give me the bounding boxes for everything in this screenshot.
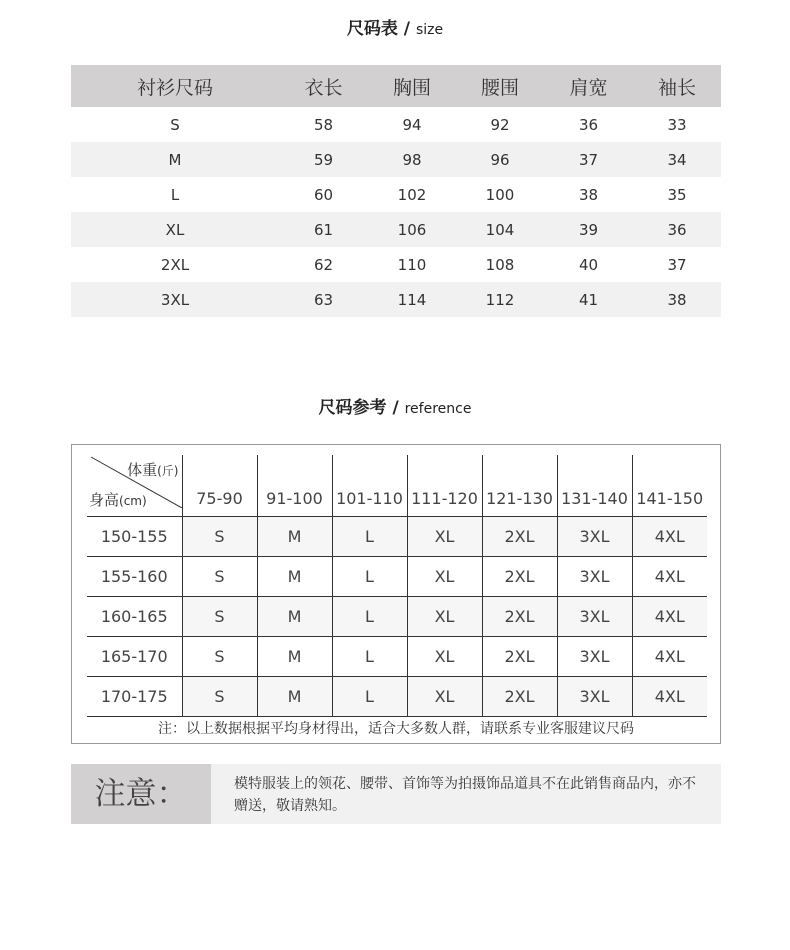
size-cell: 35: [667, 185, 687, 204]
reference-note: 注：以上数据根据平均身材得出，适合大多数人群，请联系专业客服建议尺码: [158, 721, 634, 737]
reference-title: [0, 393, 790, 418]
corner-height-label: 身高(cm): [89, 491, 147, 509]
notice-box: [71, 764, 721, 824]
corner-weight-label: 体重(斤): [127, 461, 179, 479]
size-cell: 108: [485, 255, 515, 274]
header-shirt-size: 衬衫尺码: [71, 65, 279, 107]
recommended-size-cell: M: [257, 677, 332, 717]
size-cell: 58: [313, 115, 334, 134]
notice-label: 注意：: [71, 764, 211, 824]
recommended-size-cell: 3XL: [557, 517, 632, 557]
weight-range-header: 75-90: [182, 455, 257, 517]
size-cell: 110: [397, 255, 427, 274]
height-range-cell: 160-165: [87, 597, 182, 637]
recommended-size-cell: 4XL: [632, 557, 707, 597]
size-cell: 112: [456, 282, 544, 317]
size-cell: 33: [667, 115, 687, 134]
header-chest: 胸围: [368, 65, 456, 107]
size-title-cn: 尺码表 /: [346, 19, 411, 39]
size-cell: 39: [544, 212, 633, 247]
size-cell: 38: [578, 185, 599, 204]
reference-row: [87, 637, 707, 677]
height-range-cell: 155-160: [87, 557, 182, 597]
height-range-cell: 165-170: [87, 637, 182, 677]
size-row: [71, 282, 721, 317]
size-cell: 100: [485, 185, 515, 204]
size-cell: 63: [279, 282, 368, 317]
recommended-size-cell: XL: [407, 517, 482, 557]
recommended-size-cell: 2XL: [482, 597, 557, 637]
size-row: [71, 247, 721, 282]
reference-title-en: reference: [404, 401, 472, 417]
weight-range-header: 121-130: [482, 455, 557, 517]
size-table-header: [71, 65, 721, 107]
size-cell: 104: [456, 212, 544, 247]
size-row: [71, 177, 721, 212]
size-cell: 102: [397, 185, 427, 204]
size-cell: 59: [279, 142, 368, 177]
recommended-size-cell: 2XL: [482, 677, 557, 717]
recommended-size-cell: S: [182, 517, 257, 557]
size-title-en: size: [415, 22, 444, 38]
recommended-size-cell: XL: [407, 677, 482, 717]
recommended-size-cell: 4XL: [632, 517, 707, 557]
size-cell: 37: [667, 255, 687, 274]
recommended-size-cell: S: [182, 557, 257, 597]
size-cell: 114: [368, 282, 456, 317]
recommended-size-cell: L: [332, 517, 407, 557]
recommended-size-cell: L: [332, 597, 407, 637]
recommended-size-cell: 2XL: [482, 557, 557, 597]
size-cell: 92: [490, 115, 510, 134]
recommended-size-cell: M: [257, 557, 332, 597]
recommended-size-cell: 4XL: [632, 637, 707, 677]
weight-range-header: 91-100: [257, 455, 332, 517]
recommended-size-cell: 3XL: [557, 597, 632, 637]
size-table: [71, 65, 721, 317]
notice-text: 模特服装上的领花、腰带、首饰等为拍摄饰品道具不在此销售商品内，亦不赠送，敬请熟知。: [234, 776, 696, 814]
recommended-size-cell: 4XL: [632, 677, 707, 717]
size-cell: 96: [456, 142, 544, 177]
recommended-size-cell: L: [332, 637, 407, 677]
recommended-size-cell: XL: [407, 557, 482, 597]
size-cell: 40: [578, 255, 599, 274]
recommended-size-cell: S: [182, 597, 257, 637]
header-waist: 腰围: [456, 65, 544, 107]
recommended-size-cell: S: [182, 637, 257, 677]
size-table-title: [0, 14, 790, 39]
size-cell: 60: [313, 185, 334, 204]
recommended-size-cell: XL: [407, 597, 482, 637]
size-cell: 36: [633, 212, 721, 247]
size-cell: 2XL: [160, 255, 190, 274]
size-cell: 37: [544, 142, 633, 177]
reference-table: [87, 455, 707, 717]
recommended-size-cell: 2XL: [482, 517, 557, 557]
header-shoulder: 肩宽: [544, 65, 633, 107]
size-cell: 41: [544, 282, 633, 317]
recommended-size-cell: 3XL: [557, 557, 632, 597]
weight-range-header: 131-140: [557, 455, 632, 517]
weight-range-header: 141-150: [632, 455, 707, 517]
weight-range-header: 101-110: [332, 455, 407, 517]
reference-title-cn: 尺码参考 /: [318, 398, 399, 418]
size-row: [71, 107, 721, 142]
recommended-size-cell: 4XL: [632, 597, 707, 637]
recommended-size-cell: XL: [407, 637, 482, 677]
size-cell: 106: [368, 212, 456, 247]
size-row: [71, 142, 721, 177]
size-cell: 34: [633, 142, 721, 177]
reference-row: [87, 677, 707, 717]
size-cell: 62: [313, 255, 334, 274]
size-cell: L: [170, 185, 180, 204]
corner-cell: [87, 455, 182, 517]
weight-range-header: 111-120: [407, 455, 482, 517]
height-range-cell: 170-175: [87, 677, 182, 717]
recommended-size-cell: L: [332, 557, 407, 597]
recommended-size-cell: 3XL: [557, 637, 632, 677]
recommended-size-cell: M: [257, 637, 332, 677]
size-cell: S: [170, 115, 180, 134]
size-cell: 98: [368, 142, 456, 177]
size-cell: 94: [402, 115, 422, 134]
reference-row: [87, 597, 707, 637]
size-cell: XL: [71, 212, 279, 247]
reference-header-row: [87, 455, 707, 517]
recommended-size-cell: S: [182, 677, 257, 717]
size-cell: M: [71, 142, 279, 177]
recommended-size-cell: M: [257, 517, 332, 557]
reference-row: [87, 557, 707, 597]
size-cell: 38: [633, 282, 721, 317]
header-sleeve: 袖长: [633, 65, 721, 107]
header-length: 衣长: [279, 65, 368, 107]
size-cell: 61: [279, 212, 368, 247]
recommended-size-cell: 2XL: [482, 637, 557, 677]
height-range-cell: 150-155: [87, 517, 182, 557]
reference-box: [71, 444, 721, 744]
recommended-size-cell: 3XL: [557, 677, 632, 717]
size-cell: 36: [578, 115, 599, 134]
size-cell: 3XL: [71, 282, 279, 317]
size-row: [71, 212, 721, 247]
recommended-size-cell: M: [257, 597, 332, 637]
recommended-size-cell: L: [332, 677, 407, 717]
reference-row: [87, 517, 707, 557]
